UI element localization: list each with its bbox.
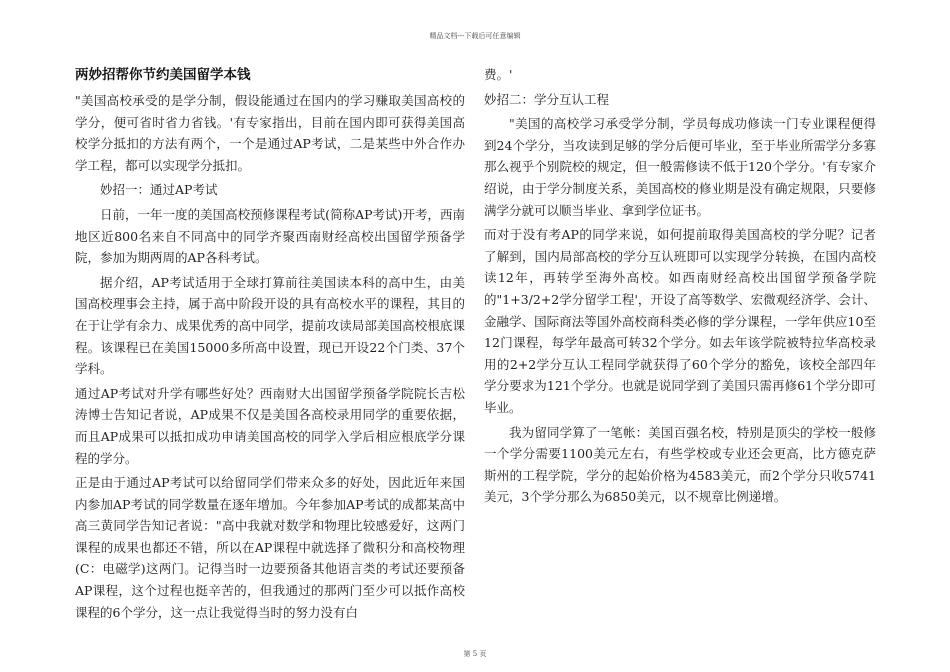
page-number: 第 5 页 [463, 650, 487, 658]
paragraph: 正是由于通过AP考试可以给留同学们带来众多的好处，因此近年来国内参加AP考试的同学数量在逐年增加。今年参加AP考试的成都某高中高三黄同学告知记者说："高中我就对数学和物理比较感爱好，这两门课程的成果也都还不错，所以在AP课程中就选择了微积分和高校物理(C：电磁学)这两门。记得当时一边要预备其他语言类的考试还要预备AP课程，这个过程也挺辛苦的，但我通过的那两门至少可以抵作高校课程的6个学分，这一点让我觉得当时的努力没有白 [75, 475, 465, 620]
paragraph: 日前，一年一度的美国高校预修课程考试(简称AP考试)开考，西南地区近800名来自不同高中的同学齐聚西南财经高校出国留学预备学院，参加为期两周的AP各科考试。 [75, 206, 465, 266]
paragraph: 据介绍，AP考试适用于全球打算前往美国读本科的高中生，由美国高校理事会主持，属于高中阶段开设的具有高校水平的课程，其目的在于让学有余力、成果优秀的高中同学，提前攻读局部美国高校根底课程。该课程已在美国15000多所高中设置，现已开设22个门类、37个学科。 [75, 274, 465, 377]
paragraph: 费。' [484, 67, 513, 82]
right-column [484, 64, 876, 511]
paragraph: 而对于没有考AP的同学来说，如何提前取得美国高校的学分呢？记者了解到，国内局部高校的学分互认班即可以实现学分转换，在国内高校读12年，再转学至海外高校。如西南财经高校出国留学预备学院的"1+3/2+2学分留学工程'，开设了高等数学、宏微观经济学、会计、金融学、国际商法等国外高校商科类必修的学分课程，一学年供应10至12门课程，每学年最高可转32个学分。如去年该学院被特拉华高校录用的2+2学分互认工程同学就获得了60个学分的豁免，该校全部四年学分要求为121个学分。也就是说同学到了美国只需再修61个学分即可毕业。 [484, 227, 876, 415]
paragraph: "美国高校承受的是学分制，假设能通过在国内的学习赚取美国高校的学分，便可省时省力省钱。'有专家指出，目前在国内即可获得美国高校学分抵扣的方法有两个，一个是通过AP考试，二是某些中外合作办学工程，都可以实现学分抵扣。 [75, 93, 465, 173]
paragraph: 妙招二：学分互认工程 [484, 91, 610, 107]
right-paragraphs [484, 64, 876, 508]
paragraph: "美国的高校学习承受学分制，学员每成功修读一门专业课程便得到24个学分，当攻读到足够的学分后便可毕业，至于毕业所需学分多寡那么视乎个别院校的规定，但一般需修读不低于120个学分。'有专家介绍说，由于学分制度关系，美国高校的修业期是没有确定规限，只要修满学分就可以顺当毕业、拿到学位证书。 [484, 116, 876, 218]
paragraph: 通过AP考试对升学有哪些好处？西南财大出国留学预备学院院长吉松涛博士告知记者说，AP成果不仅是美国各高校录用同学的重要依据，而且AP成果可以抵扣成功申请美国高校的同学入学后相应根底学分课程的学分。 [75, 385, 465, 466]
article-title: 两妙招帮你节约美国留学本钱 [75, 67, 251, 83]
left-column [75, 64, 465, 626]
page-header: 精品文档---下载后可任意编辑 [429, 32, 521, 40]
left-paragraphs [75, 90, 465, 623]
paragraph: 我为留同学算了一笔帐：美国百强名校，特别是顶尖的学校一般修一个学分需要1100美元左右，有些学校或专业还会更高，比方德克萨斯州的工程学院，学分的起始价格为4583美元，而2个学分只收5741美元，3个学分那么为6850美元，以不规章比例递增。 [484, 424, 876, 505]
paragraph: 妙招一：通过AP考试 [100, 182, 218, 198]
